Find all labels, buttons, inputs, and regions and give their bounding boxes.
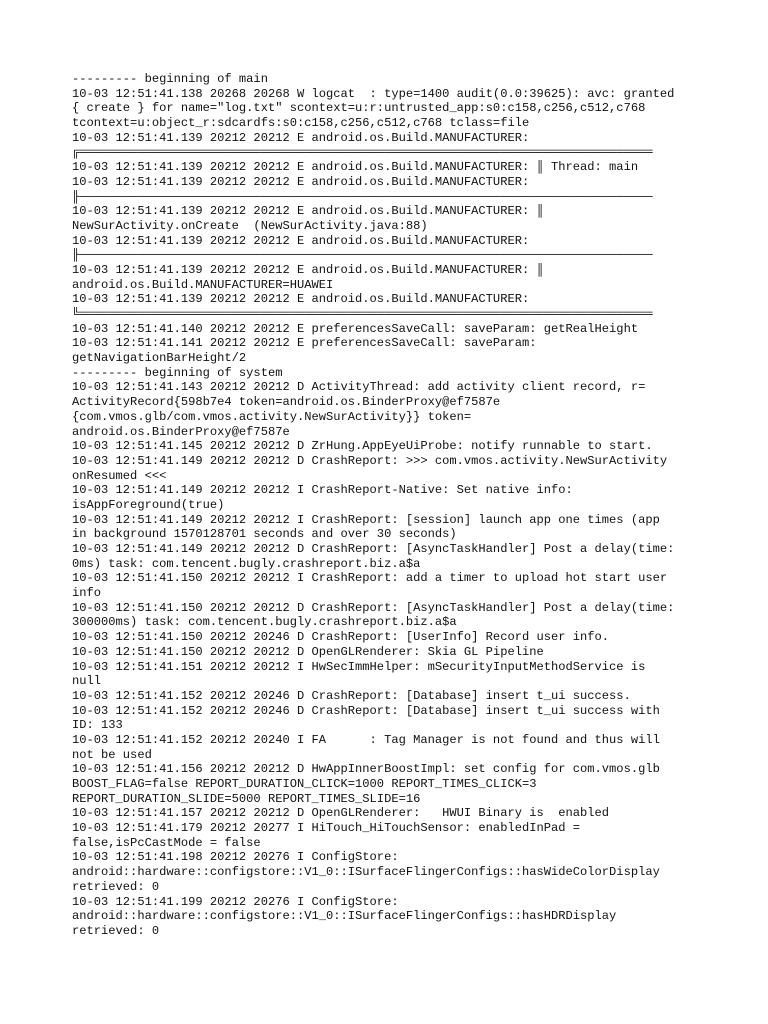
log-line: REPORT_DURATION_SLIDE=5000 REPORT_TIMES_SLIDE=16 [72, 791, 421, 806]
log-line: {com.vmos.glb/com.vmos.activity.NewSurActivity}} token= [72, 409, 472, 424]
log-line: 10-03 12:51:41.139 20212 20212 E android.os.Build.MANUFACTURER: ║ [72, 204, 544, 219]
log-line: ID: 133 [72, 718, 123, 733]
log-line: ╔═══════════════════════════════════════════════════════════════════════════════ [72, 145, 653, 160]
log-line: android.os.Build.MANUFACTURER=HUAWEI [72, 277, 334, 292]
log-line: retrieved: 0 [72, 879, 160, 894]
log-line: ╟─────────────────────────────────────────────────────────────────────────────── [72, 248, 653, 263]
log-line: 10-03 12:51:41.198 20212 20276 I ConfigStore: [72, 850, 399, 865]
log-line: android::hardware::configstore::V1_0::ISurfaceFlingerConfigs::hasHDRDisplay [72, 909, 617, 924]
log-line: 10-03 12:51:41.150 20212 20212 D OpenGLRenderer: Skia GL Pipeline [72, 644, 544, 659]
log-line: 10-03 12:51:41.149 20212 20212 I CrashReport: [session] launch app one times (app [72, 512, 660, 527]
log-line: 10-03 12:51:41.149 20212 20212 D CrashReport: >>> com.vmos.activity.NewSurActivity [72, 453, 668, 468]
log-line: null [72, 674, 102, 689]
log-line: 10-03 12:51:41.149 20212 20212 I CrashReport-Native: Set native info: [72, 483, 573, 498]
log-line: ╚═══════════════════════════════════════════════════════════════════════════════ [72, 307, 653, 321]
log-line: onResumed <<< [72, 468, 167, 483]
log-line: 10-03 12:51:41.139 20212 20212 E android.os.Build.MANUFACTURER: [72, 130, 530, 145]
log-line: 10-03 12:51:41.156 20212 20212 D HwAppInnerBoostImpl: set config for com.vmos.glb [72, 762, 660, 777]
log-line: 10-03 12:51:41.179 20212 20277 I HiTouch_HiTouchSensor: enabledInPad = [72, 821, 581, 836]
log-line: isAppForeground(true) [72, 497, 225, 512]
log-line: 300000ms) task: com.tencent.bugly.crashreport.biz.a$a [72, 615, 457, 630]
log-line: --------- beginning of main [72, 72, 268, 86]
log-line: tcontext=u:object_r:sdcardfs:s0:c158,c256,c512,c768 tclass=file [72, 116, 530, 131]
log-line: 10-03 12:51:41.140 20212 20212 E preferencesSaveCall: saveParam: getRealHeight [72, 321, 639, 336]
log-line: 10-03 12:51:41.145 20212 20212 D ZrHung.AppEyeUiProbe: notify runnable to start. [72, 439, 653, 454]
log-line: 10-03 12:51:41.150 20212 20246 D CrashReport: [UserInfo] Record user info. [72, 630, 610, 645]
log-line: 0ms) task: com.tencent.bugly.crashreport.biz.a$a [72, 556, 421, 571]
log-line: ActivityRecord{598b7e4 token=android.os.BinderProxy@ef7587e [72, 395, 501, 410]
log-line: false,isPcCastMode = false [72, 835, 261, 850]
log-line: 10-03 12:51:41.139 20212 20212 E android.os.Build.MANUFACTURER: [72, 233, 530, 248]
log-line: retrieved: 0 [72, 923, 160, 938]
log-line: 10-03 12:51:41.138 20268 20268 W logcat : type=1400 audit(0.0:39625): avc: granted [72, 86, 675, 101]
log-line: android.os.BinderProxy@ef7587e [72, 424, 290, 439]
log-line: ╟─────────────────────────────────────────────────────────────────────────────── [72, 189, 653, 204]
log-line: 10-03 12:51:41.152 20212 20246 D CrashReport: [Database] insert t_ui success. [72, 688, 631, 703]
log-line: getNavigationBarHeight/2 [72, 351, 247, 366]
log-line: not be used [72, 747, 152, 762]
log-line: in background 1570128701 seconds and over 30 seconds) [72, 527, 457, 542]
log-line: 10-03 12:51:41.150 20212 20212 I CrashReport: add a timer to upload hot start user [72, 571, 668, 586]
log-line: 10-03 12:51:41.143 20212 20212 D ActivityThread: add activity client record, r= [72, 380, 646, 395]
log-line: android::hardware::configstore::V1_0::ISurfaceFlingerConfigs::hasWideColorDisplay [72, 865, 660, 880]
log-line: 10-03 12:51:41.151 20212 20212 I HwSecImmHelper: mSecurityInputMethodService is [72, 659, 646, 674]
log-line: 10-03 12:51:41.139 20212 20212 E android.os.Build.MANUFACTURER: [72, 292, 530, 307]
log-line: 10-03 12:51:41.149 20212 20212 D CrashReport: [AsyncTaskHandler] Post a delay(time: [72, 542, 675, 556]
log-line: 10-03 12:51:41.150 20212 20212 D CrashReport: [AsyncTaskHandler] Post a delay(time: [72, 600, 675, 615]
log-line: 10-03 12:51:41.157 20212 20212 D OpenGLRenderer: HWUI Binary is enabled [72, 806, 610, 821]
log-line: BOOST_FLAG=false REPORT_DURATION_CLICK=1000 REPORT_TIMES_CLICK=3 [72, 777, 537, 791]
log-line: 10-03 12:51:41.139 20212 20212 E android.os.Build.MANUFACTURER: [72, 174, 530, 189]
log-line: 10-03 12:51:41.139 20212 20212 E android.os.Build.MANUFACTURER: ║ Thread: main [72, 160, 639, 175]
log-line: 10-03 12:51:41.141 20212 20212 E preferencesSaveCall: saveParam: [72, 336, 537, 351]
log-line: 10-03 12:51:41.199 20212 20276 I ConfigStore: [72, 894, 399, 909]
log-line: info [72, 586, 102, 601]
log-text-block [72, 72, 712, 939]
log-line: --------- beginning of system [72, 365, 283, 380]
log-line: 10-03 12:51:41.152 20212 20240 I FA : Tag Manager is not found and thus will [72, 732, 660, 747]
log-line: { create } for name="log.txt" scontext=u:r:untrusted_app:s0:c158,c256,c512,c768 [72, 101, 646, 116]
log-line: 10-03 12:51:41.152 20212 20246 D CrashReport: [Database] insert t_ui success with [72, 703, 660, 718]
log-line: 10-03 12:51:41.139 20212 20212 E android.os.Build.MANUFACTURER: ║ [72, 262, 544, 277]
log-line: NewSurActivity.onCreate (NewSurActivity.java:88) [72, 218, 428, 233]
